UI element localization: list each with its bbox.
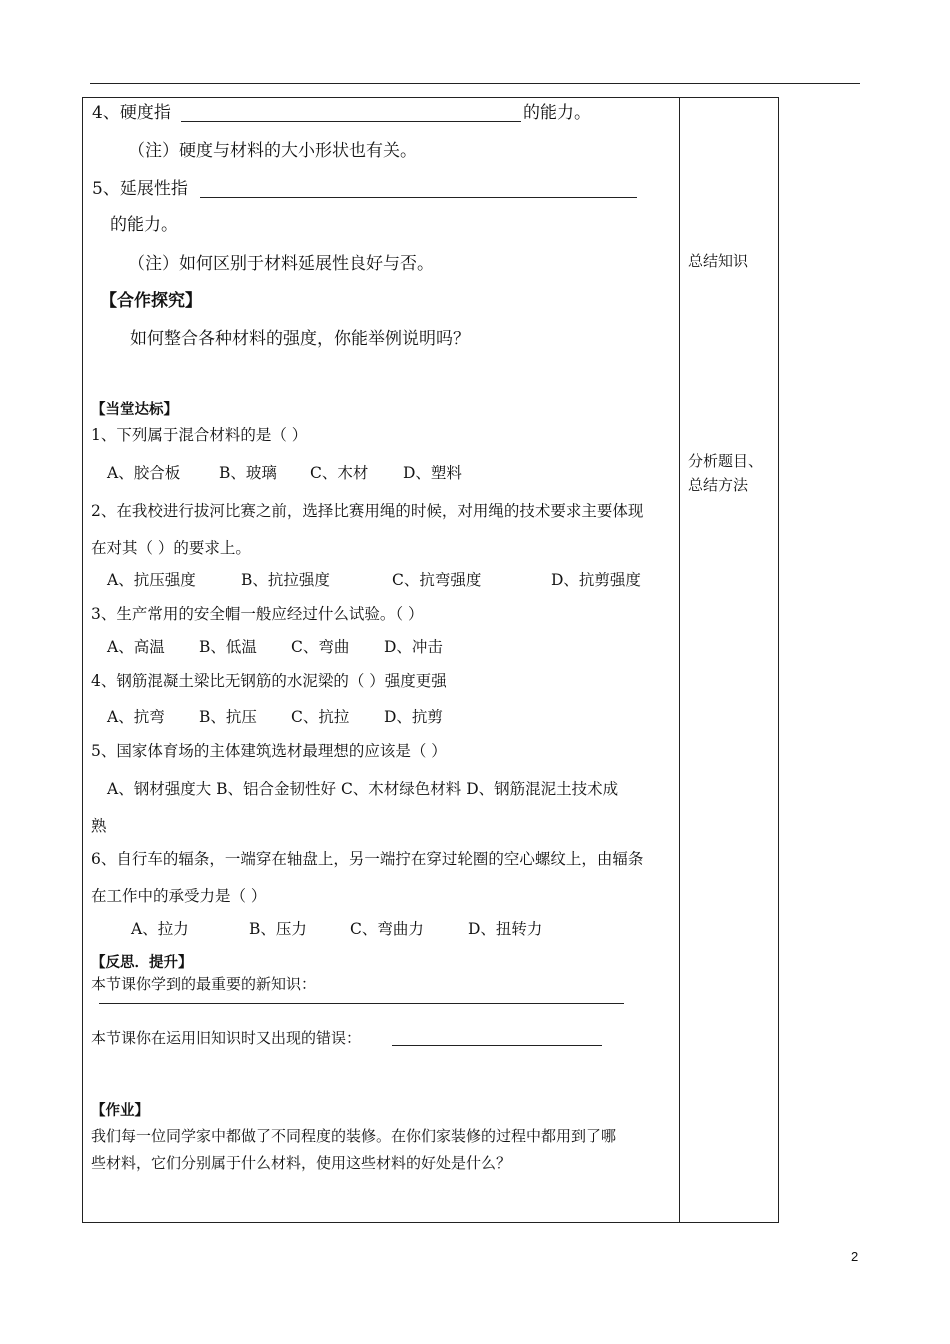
q2-option-d: D、抗剪强度: [551, 571, 641, 589]
reflection-heading: 【反思．提升】: [91, 954, 193, 971]
q1-option-c: C、木材: [310, 464, 369, 482]
item4-prefix: 4、硬度指: [92, 103, 171, 123]
item5-continuation: 的能力。: [110, 215, 178, 235]
q2-line1: 2、在我校进行拔河比赛之前，选择比赛用绳的时候，对用绳的技术要求主要体现: [91, 502, 644, 520]
q6-line1: 6、自行车的辐条，一端穿在轴盘上，另一端拧在穿过轮圈的空心螺纹上，由辐条: [91, 850, 644, 868]
q1-option-d: D、塑料: [403, 464, 462, 482]
item5-note: （注）如何区别于材料延展性良好与否。: [128, 254, 434, 274]
q6-option-a: A、拉力: [131, 920, 189, 938]
q5-text: 5、国家体育场的主体建筑选材最理想的应该是（ ）: [91, 742, 447, 760]
q6-line2: 在工作中的承受力是（ ）: [91, 887, 267, 905]
item5-blank: [200, 197, 637, 198]
coop-heading: 【合作探究】: [100, 291, 202, 311]
q6-option-d: D、扭转力: [468, 920, 543, 938]
homework-heading: 【作业】: [91, 1102, 149, 1119]
q2-option-b: B、抗拉强度: [241, 571, 330, 589]
item4-note: （注）硬度与材料的大小形状也有关。: [128, 141, 417, 161]
quiz-heading: 【当堂达标】: [91, 401, 178, 418]
reflection-blank1: [99, 1003, 624, 1004]
q4-option-c: C、抗拉: [291, 708, 350, 726]
item5-prefix: 5、延展性指: [92, 179, 188, 199]
q6-option-b: B、压力: [249, 920, 307, 938]
sidebar-note-analysis-2: 总结方法: [688, 476, 749, 494]
reflection-line2: 本节课你在运用旧知识时又出现的错误：: [91, 1029, 362, 1047]
q2-option-a: A、抗压强度: [107, 571, 196, 589]
reflection-line1: 本节课你学到的最重要的新知识：: [91, 975, 317, 993]
column-divider: [679, 97, 680, 1223]
q4-option-a: A、抗弯: [107, 708, 165, 726]
reflection-blank2: [392, 1045, 602, 1046]
q5-options-cont: 熟: [91, 817, 107, 835]
header-rule: [90, 83, 860, 84]
q1-text: 1、下列属于混合材料的是（ ）: [91, 426, 308, 444]
coop-question: 如何整合各种材料的强度，你能举例说明吗？: [130, 329, 470, 349]
page-number: 2: [851, 1249, 859, 1264]
q4-option-b: B、抗压: [199, 708, 257, 726]
q1-option-b: B、玻璃: [219, 464, 277, 482]
homework-line1: 我们每一位同学家中都做了不同程度的装修。在你们家装修的过程中都用到了哪: [91, 1127, 617, 1145]
q3-option-d: D、冲击: [384, 638, 443, 656]
q3-option-b: B、低温: [199, 638, 257, 656]
q4-option-d: D、抗剪: [384, 708, 443, 726]
q3-option-a: A、高温: [107, 638, 165, 656]
sidebar-note-summary: 总结知识: [688, 252, 749, 270]
q5-options: A、钢材强度大 B、铝合金韧性好 C、木材绿色材料 D、钢筋混泥土技术成: [107, 780, 619, 798]
q2-line2: 在对其（ ）的要求上。: [91, 539, 251, 557]
q3-text: 3、生产常用的安全帽一般应经过什么试验。（ ）: [91, 605, 424, 623]
q2-option-c: C、抗弯强度: [392, 571, 482, 589]
item4-suffix: 的能力。: [523, 103, 591, 123]
homework-line2: 些材料，它们分别属于什么材料，使用这些材料的好处是什么？: [91, 1154, 512, 1172]
q6-option-c: C、弯曲力: [350, 920, 424, 938]
q4-text: 4、钢筋混凝土梁比无钢筋的水泥梁的（ ）强度更强: [91, 672, 447, 690]
q3-option-c: C、弯曲: [291, 638, 350, 656]
item4-blank: [181, 121, 521, 122]
q1-option-a: A、胶合板: [107, 464, 181, 482]
sidebar-note-analysis-1: 分析题目、: [688, 452, 764, 470]
